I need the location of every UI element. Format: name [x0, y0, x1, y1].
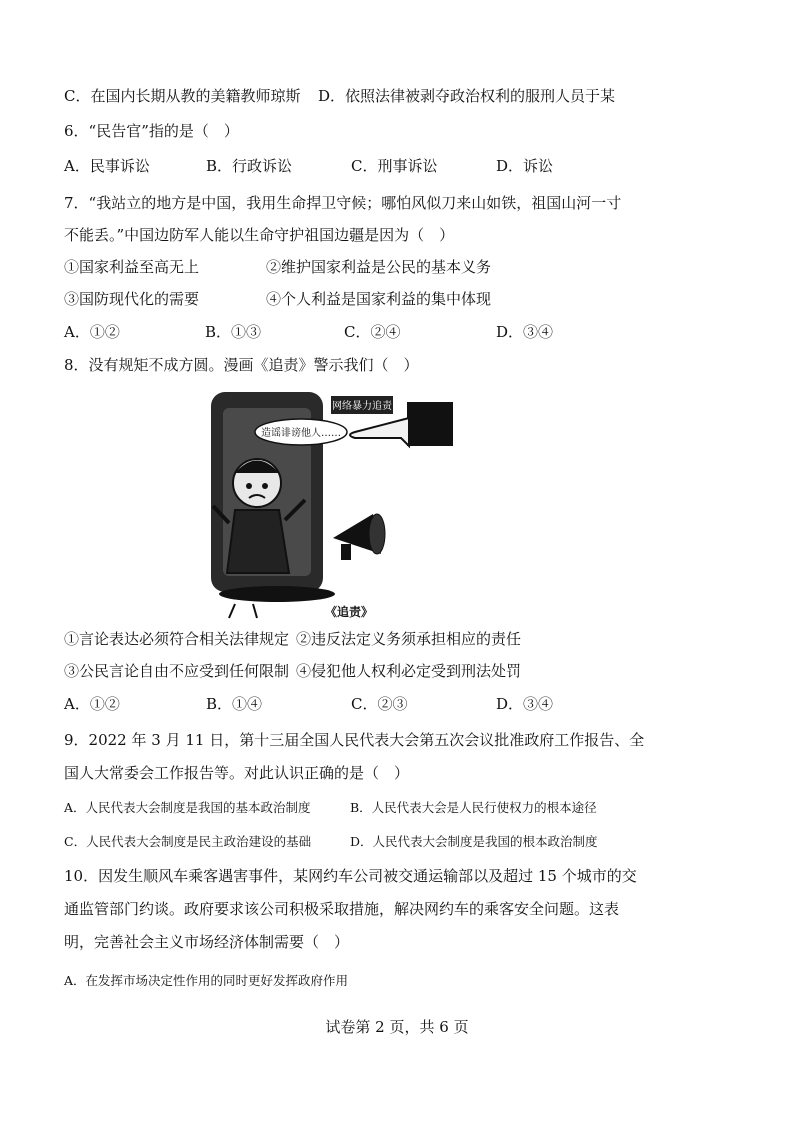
q7-option-d: D．③④: [496, 323, 554, 341]
q6-option-a: A．民事诉讼: [64, 157, 150, 175]
q6-option-d: D．诉讼: [496, 157, 554, 175]
q7-item-3: ③国防现代化的需要: [64, 290, 200, 308]
q7-option-c: C．②④: [344, 323, 401, 341]
q8-option-c: C．②③: [351, 695, 408, 713]
q5-option-c: C．在国内长期从教的美籍教师琼斯: [64, 87, 301, 105]
speech-bubble-text: 造谣诽谤他人……: [261, 428, 341, 439]
q9-option-d: D．人民代表大会制度是我国的根本政治制度: [350, 834, 598, 849]
q7-option-a: A．①②: [64, 323, 120, 341]
q9-option-c: C．人民代表大会制度是民主政治建设的基础: [64, 834, 312, 849]
q7-item-4: ④个人利益是国家利益的集中体现: [266, 290, 492, 308]
q7-stem-line1: 7．“我站立的地方是中国，我用生命捍卫守候；哪怕风似刀来山如铁，祖国山河一寸: [64, 194, 622, 212]
q6-stem: 6．“民告官”指的是（ ）: [64, 122, 239, 140]
cartoon-banner: 网络暴力追责: [332, 401, 392, 412]
q7-item-2: ②维护国家利益是公民的基本义务: [266, 258, 492, 276]
q9-option-b: B．人民代表大会是人民行使权力的根本途径: [350, 800, 597, 815]
cartoon-caption: 《追责》: [325, 605, 374, 619]
q10-stem-line2: 通监管部门约谈。政府要求该公司积极采取措施，解决网约车的乘客安全问题。这表: [64, 900, 620, 918]
q8-item-2: ②违反法定义务须承担相应的责任: [296, 630, 522, 648]
q9-option-a: A．人民代表大会制度是我国的基本政治制度: [64, 800, 311, 815]
q7-stem-line2: 不能丢。”中国边防军人能以生命守护祖国边疆是因为（ ）: [64, 226, 455, 244]
q8-option-b: B．①④: [206, 695, 263, 713]
q7-item-1: ①国家利益至高无上: [64, 258, 200, 276]
q8-option-a: A．①②: [64, 695, 120, 713]
q10-stem-line3: 明，完善社会主义市场经济体制需要（ ）: [64, 933, 350, 951]
q6-option-c: C．刑事诉讼: [351, 157, 438, 175]
q8-cartoon: [205, 388, 455, 620]
sleeve-icon: [407, 402, 453, 446]
q8-stem: 8．没有规矩不成方圆。漫画《追责》警示我们（ ）: [64, 356, 419, 374]
q7-option-b: B．①③: [205, 323, 262, 341]
pointing-hand-icon: [350, 418, 409, 446]
q9-stem-line2: 国人大常委会工作报告等。对此认识正确的是（ ）: [64, 764, 410, 782]
q8-item-3: ③公民言论自由不应受到任何限制: [64, 662, 290, 680]
q6-option-b: B．行政诉讼: [206, 157, 293, 175]
q10-stem-line1: 10．因发生顺风车乘客遇害事件，某网约车公司被交通运输部以及超过 15 个城市的交: [64, 867, 637, 885]
page-footer: 试卷第 2 页，共 6 页: [325, 1018, 469, 1036]
q5-option-d: D．依照法律被剥夺政治权利的服刑人员于某: [318, 87, 616, 105]
q8-item-4: ④侵犯他人权利必定受到刑法处罚: [296, 662, 522, 680]
q9-stem-line1: 9．2022 年 3 月 11 日，第十三届全国人民代表大会第五次会议批准政府工作报告、全: [64, 731, 645, 749]
q8-option-d: D．③④: [496, 695, 554, 713]
cartoon-illustration: [205, 388, 455, 620]
q8-item-1: ①言论表达必须符合相关法律规定: [64, 630, 290, 648]
q10-option-a: A．在发挥市场决定性作用的同时更好发挥政府作用: [64, 973, 349, 988]
